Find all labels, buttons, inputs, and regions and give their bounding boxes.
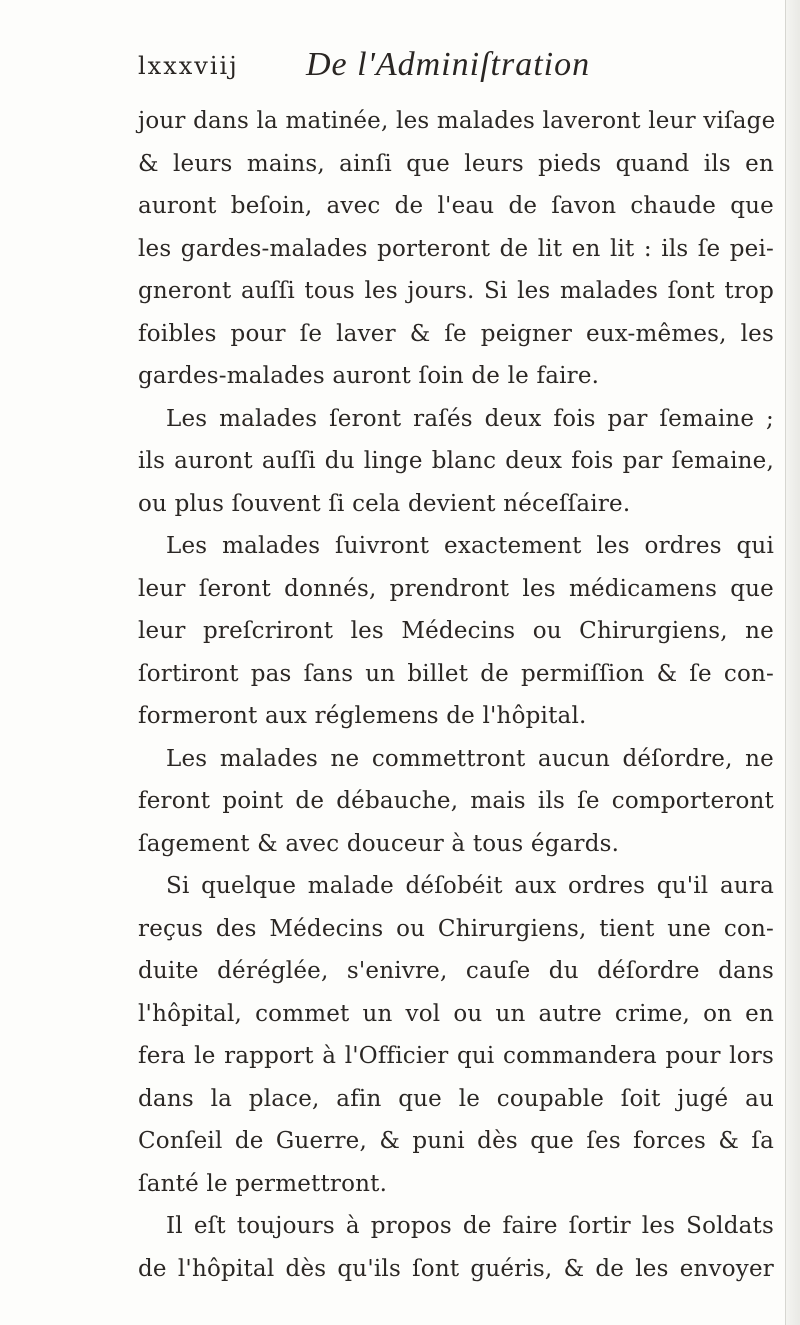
text-line: ou plus ſouvent ſi cela devient néceſſaire. <box>138 490 631 517</box>
running-head <box>138 44 738 90</box>
body-text <box>138 100 774 1290</box>
scan-edge <box>785 0 800 1325</box>
text-line: Les malades ſeront raſés deux fois par ſemaine ; <box>166 405 774 432</box>
text-line: gneront auſſi tous les jours. Si les malades ſont trop <box>138 278 774 304</box>
text-line: reçus des Médecins ou Chirurgiens, tient une con- <box>138 915 774 942</box>
text-line: leur preſcriront les Médecins ou Chirurgiens, ne <box>138 618 774 644</box>
text-line: Conſeil de Guerre, & puni dès que ſes forces & ſa <box>138 1128 774 1154</box>
text-line: de l'hôpital dès qu'ils ſont guéris, & de les envoyer <box>138 1255 774 1282</box>
text-line: fera le rapport à l'Officier qui commandera pour lors <box>138 1043 774 1069</box>
text-line: Il eſt toujours à propos de faire ſortir les Soldats <box>166 1213 774 1239</box>
running-title: De l'Adminiſtration <box>306 46 591 83</box>
text-line: & leurs mains, ainſi que leurs pieds quand ils en <box>138 150 774 177</box>
text-line: l'hôpital, commet un vol ou un autre crime, on en <box>138 1000 774 1027</box>
text-line: les gardes-malades porteront de lit en lit : ils ſe pei- <box>138 235 774 262</box>
text-line: foibles pour ſe laver & ſe peigner eux-mêmes, les <box>138 320 774 347</box>
text-line: ſortiront pas ſans un billet de permiſſion & ſe con- <box>138 660 774 687</box>
text-line: feront point de débauche, mais ils ſe comporteront <box>138 788 774 814</box>
text-line: formeront aux réglemens de l'hôpital. <box>138 703 587 729</box>
text-line: ſanté le permettront. <box>138 1170 388 1197</box>
text-line: Les malades ne commettront aucun déſordre, ne <box>166 745 774 772</box>
page-number: lxxxviij <box>138 52 239 80</box>
text-line: gardes-malades auront ſoin de le faire. <box>138 363 600 389</box>
text-line: dans la place, afin que le coupable ſoit jugé au <box>138 1085 774 1112</box>
text-line: Les malades ſuivront exactement les ordres qui <box>166 533 774 559</box>
text-line: auront beſoin, avec de l'eau de ſavon chaude que <box>138 193 774 219</box>
text-line: jour dans la matinée, les malades laveront leur viſage <box>138 108 776 134</box>
text-line: ils auront auſſi du linge blanc deux fois par ſemaine, <box>138 448 774 474</box>
text-line: leur ſeront donnés, prendront les médicamens que <box>138 575 774 602</box>
text-line: Si quelque malade déſobéit aux ordres qu'il aura <box>166 873 774 899</box>
text-line: duite déréglée, s'enivre, cauſe du déſordre dans <box>138 958 774 984</box>
text-line: ſagement & avec douceur à tous égards. <box>138 830 620 857</box>
